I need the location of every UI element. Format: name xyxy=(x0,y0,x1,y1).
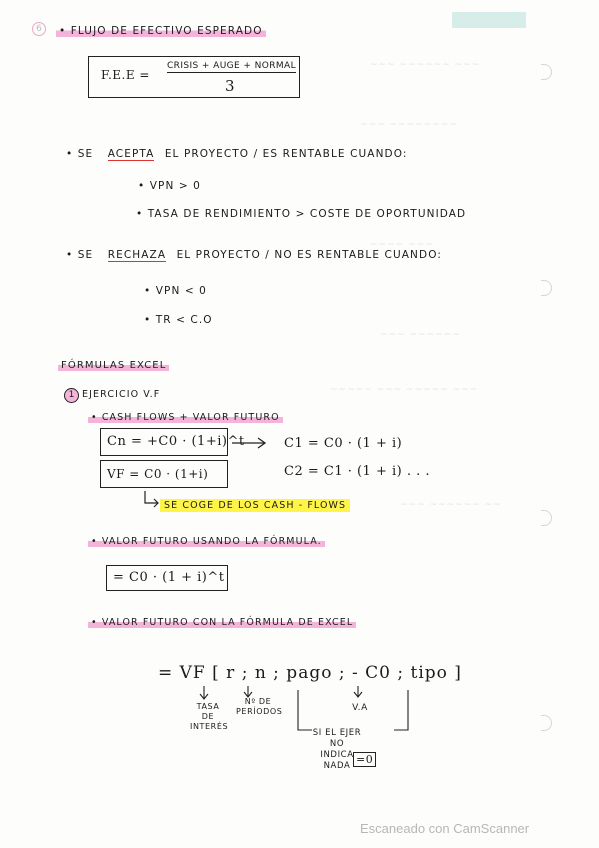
bleed-through-text: ~~~ ~~~~~~ ~~ xyxy=(400,500,502,510)
excel-vf-formula: = VF [ r ; n ; pago ; - C0 ; tipo ] xyxy=(158,663,462,683)
binder-hole xyxy=(541,64,552,80)
formula-lhs: F.E.E = xyxy=(101,68,150,82)
formula-fv: = C0 · (1 + i)^t xyxy=(113,570,225,585)
binder-hole xyxy=(541,280,552,296)
accept-item: • TASA DE RENDIMIENTO > COSTE DE OPORTUNIDAD xyxy=(136,208,467,220)
formula-denominator: 3 xyxy=(225,77,236,95)
formula-box-fv xyxy=(106,565,228,591)
exercise-title: EJERCICIO V.F xyxy=(82,389,161,400)
reject-rest: EL PROYECTO / NO ES RENTABLE CUANDO: xyxy=(176,249,443,261)
accept-rest: EL PROYECTO / ES RENTABLE CUANDO: xyxy=(164,148,408,160)
arg-n-label: Nº DE PERÍODOS xyxy=(236,697,283,716)
reject-item: • TR < C.O xyxy=(144,314,213,326)
arg-c0-label: V.A xyxy=(352,703,368,713)
formula-box xyxy=(88,56,300,98)
bleed-through-text: ~~~ ~~~~~~ xyxy=(380,330,461,340)
reject-prefix: • SE xyxy=(66,249,94,261)
tipo-default: =0 xyxy=(353,752,376,767)
formula-box-cn xyxy=(100,428,245,456)
highlighter-mark xyxy=(452,12,526,28)
accept-prefix: • SE xyxy=(66,148,94,160)
arg-r-label: TASA DE INTERÉS xyxy=(190,702,229,731)
recurrence-eq2: C2 = C1 · (1 + i) . . . xyxy=(284,464,431,479)
formula-numerator: CRISIS + AUGE + NORMAL xyxy=(167,61,297,71)
camscanner-watermark: Escaneado con CamScanner xyxy=(360,821,530,836)
binder-hole xyxy=(541,510,552,526)
excel-heading: FÓRMULAS EXCEL xyxy=(58,360,169,371)
exercise-number: 1 xyxy=(64,388,79,403)
right-arrow-icon xyxy=(230,436,270,450)
bleed-through-text: ~~~ ~~~~~~~~ xyxy=(360,120,458,130)
reject-item: • VPN < 0 xyxy=(144,285,207,297)
accept-line xyxy=(66,148,408,160)
bleed-through-text: ~~~~~ ~~~ ~~~~~ ~~~ xyxy=(330,385,479,395)
binder-hole xyxy=(541,715,552,731)
tipo-note: SI EL EJER NO INDICA NADA xyxy=(312,728,362,771)
future-value-label: • VALOR FUTURO USANDO LA FÓRMULA. xyxy=(88,536,325,547)
bleed-through-text: ~~~ ~~~~~~ ~~~ xyxy=(370,60,481,70)
section-title: • FLUJO DE EFECTIVO ESPERADO xyxy=(56,25,266,37)
cash-flows-label: • CASH FLOWS + VALOR FUTURO xyxy=(88,412,283,423)
reject-line xyxy=(66,249,442,261)
excel-formula-label: • VALOR FUTURO CON LA FÓRMULA DE EXCEL xyxy=(88,617,356,628)
formula-box-vf xyxy=(100,460,228,488)
corner-arrow-icon xyxy=(141,490,161,510)
accept-keyword: ACEPTA xyxy=(107,148,155,160)
formula-vf: VF = C0 · (1+i) xyxy=(107,467,209,481)
accept-item: • VPN > 0 xyxy=(138,180,201,192)
reject-keyword: RECHAZA xyxy=(107,249,167,261)
section-number: 6 xyxy=(32,22,46,36)
bleed-through-text: ~~~~ ~~~ xyxy=(370,240,434,250)
cash-flows-note: SE COGE DE LOS CASH - FLOWS xyxy=(160,499,350,512)
formula-cn: Cn = +C0 · (1+i)^t xyxy=(107,434,245,449)
recurrence-eq1: C1 = C0 · (1 + i) xyxy=(284,436,403,451)
